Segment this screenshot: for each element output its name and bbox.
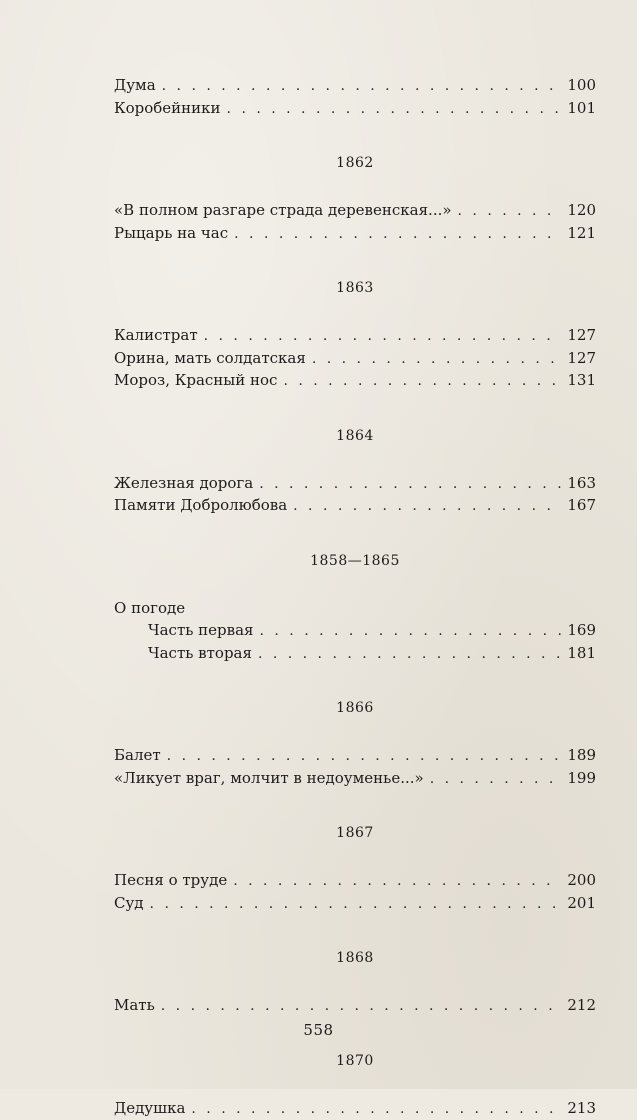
entry-title: Калистрат <box>114 324 204 347</box>
year-heading: 1862 <box>114 152 596 174</box>
dot-leader <box>150 893 562 916</box>
entry-title: Коробейники <box>114 97 227 120</box>
toc-section <box>114 822 596 914</box>
toc-section <box>114 697 596 789</box>
toc-section <box>114 277 596 392</box>
entry-page-number: 100 <box>562 74 596 97</box>
entry-page-number: 213 <box>562 1097 596 1120</box>
dot-leader <box>234 223 562 246</box>
entry-page-number: 163 <box>562 472 596 495</box>
entry-title: Памяти Добролюбова <box>114 494 293 517</box>
entry-title: Дедушка <box>114 1097 191 1120</box>
year-heading: 1858—1865 <box>114 550 596 572</box>
dot-leader <box>233 870 562 893</box>
dot-leader <box>161 995 562 1018</box>
entry-title: Суд <box>114 892 150 915</box>
dot-leader <box>312 348 562 371</box>
table-of-contents <box>114 74 596 1119</box>
entry-page-number: 201 <box>562 892 596 915</box>
toc-entry <box>114 472 596 495</box>
entry-page-number: 200 <box>562 869 596 892</box>
year-heading: 1863 <box>114 277 596 299</box>
toc-section <box>114 1050 596 1120</box>
toc-section <box>114 550 596 665</box>
year-heading: 1867 <box>114 822 596 844</box>
year-heading: 1864 <box>114 425 596 447</box>
page-number: 558 <box>0 1021 637 1039</box>
entry-title: Рыцарь на час <box>114 222 234 245</box>
toc-entry <box>114 744 596 767</box>
entry-title: Железная дорога <box>114 472 259 495</box>
toc-entry <box>114 642 596 665</box>
entry-title: Мороз, Красный нос <box>114 369 283 392</box>
dot-leader <box>430 768 562 791</box>
toc-entry <box>114 494 596 517</box>
entry-title: Балет <box>114 744 167 767</box>
dot-leader <box>191 1098 562 1120</box>
dot-leader <box>259 473 562 496</box>
dot-leader <box>167 745 562 768</box>
toc-entry <box>114 1097 596 1120</box>
toc-entry <box>114 324 596 347</box>
entry-page-number: 167 <box>562 494 596 517</box>
dot-leader <box>458 200 562 223</box>
toc-entry <box>114 369 596 392</box>
toc-entry <box>114 994 596 1017</box>
entry-page-number: 101 <box>562 97 596 120</box>
work-title: О погоде <box>114 597 596 620</box>
year-heading: 1868 <box>114 947 596 969</box>
entry-page-number: 121 <box>562 222 596 245</box>
entry-page-number: 199 <box>562 767 596 790</box>
toc-section <box>114 425 596 517</box>
dot-leader <box>204 325 562 348</box>
dot-leader <box>227 98 562 121</box>
entry-page-number: 120 <box>562 199 596 222</box>
dot-leader <box>283 370 562 393</box>
dot-leader <box>293 495 562 518</box>
entry-page-number: 181 <box>562 642 596 665</box>
entry-title: Часть вторая <box>114 642 258 665</box>
toc-entry <box>114 892 596 915</box>
toc-entry <box>114 222 596 245</box>
entry-page-number: 127 <box>562 324 596 347</box>
toc-entry <box>114 199 596 222</box>
toc-entry <box>114 347 596 370</box>
entry-page-number: 189 <box>562 744 596 767</box>
entry-title: Песня о труде <box>114 869 233 892</box>
entry-page-number: 131 <box>562 369 596 392</box>
toc-section <box>114 947 596 1017</box>
toc-section <box>114 152 596 244</box>
entry-title: Дума <box>114 74 162 97</box>
entry-page-number: 212 <box>562 994 596 1017</box>
entry-title: Часть первая <box>114 619 260 642</box>
entry-title: «Ликует враг, молчит в недоуменье...» <box>114 767 430 790</box>
year-heading: 1870 <box>114 1050 596 1072</box>
entry-page-number: 127 <box>562 347 596 370</box>
entry-page-number: 169 <box>562 619 596 642</box>
year-heading: 1866 <box>114 697 596 719</box>
entry-title: Мать <box>114 994 161 1017</box>
toc-entry <box>114 619 596 642</box>
dot-leader <box>258 643 562 666</box>
toc-entry <box>114 97 596 120</box>
entry-title: Орина, мать солдатская <box>114 347 312 370</box>
entry-title: «В полном разгаре страда деревенская...» <box>114 199 458 222</box>
dot-leader <box>162 75 562 98</box>
dot-leader <box>260 620 563 643</box>
toc-section <box>114 74 596 119</box>
toc-entry <box>114 869 596 892</box>
toc-entry <box>114 767 596 790</box>
toc-entry <box>114 74 596 97</box>
